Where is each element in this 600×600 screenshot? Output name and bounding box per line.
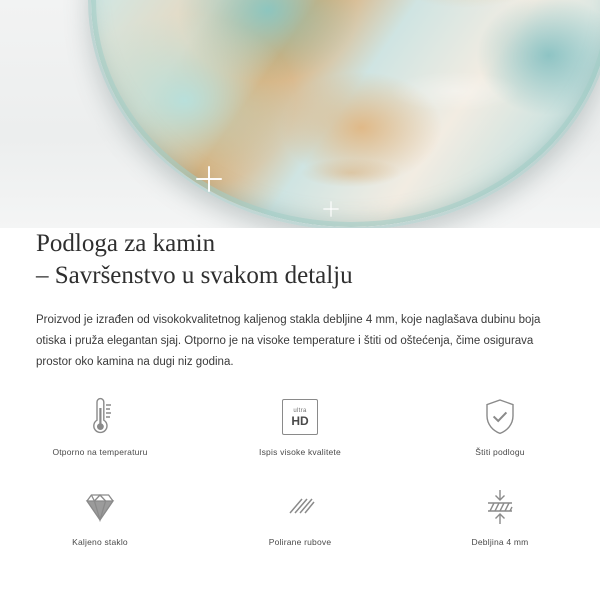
thermometer-icon	[80, 395, 120, 439]
feature-item-polished-edges	[200, 485, 400, 547]
feature-item-protection	[400, 395, 600, 457]
ultra-hd-icon	[282, 395, 318, 439]
feature-item-temperature	[0, 395, 200, 457]
glass-board-product	[88, 0, 600, 228]
feature-label: Otporno na temperaturu	[52, 447, 148, 457]
headline-line-2: – Savršenstvo u svakom detalju	[36, 262, 353, 289]
headline-line-1: Podloga za kamin	[36, 230, 216, 257]
page-title	[0, 228, 600, 292]
feature-item-thickness	[400, 485, 600, 547]
feature-label: Polirane rubove	[268, 537, 332, 547]
thickness-icon	[480, 485, 520, 529]
feature-item-tempered-glass	[0, 485, 200, 547]
shield-check-icon	[480, 395, 520, 439]
ultra-hd-badge-bottom: HD	[291, 413, 309, 428]
feature-label: Kaljeno staklo	[72, 537, 128, 547]
ultra-hd-badge-top: ultra	[293, 407, 307, 414]
feature-item-print-quality	[200, 395, 400, 457]
product-description-text: Proizvod je izrađen od visokokvalitetnog kaljenog stakla debljine 4 mm, koje naglašava dubinu boja otiska i pruža elegantan sjaj. Otporno je na visoke temperature i štiti od oštećenja, čime osigurava prostor oko kamina na dugi niz godina.	[36, 314, 541, 368]
feature-grid	[0, 395, 600, 547]
feature-label: Štiti podlogu	[475, 447, 525, 457]
hero-image	[0, 0, 600, 228]
feature-label: Debljina 4 mm	[471, 537, 529, 547]
content-block	[0, 228, 600, 373]
feature-label: Ispis visoke kvalitete	[259, 447, 341, 457]
polished-edges-icon	[280, 485, 320, 529]
diamond-icon	[78, 485, 122, 529]
